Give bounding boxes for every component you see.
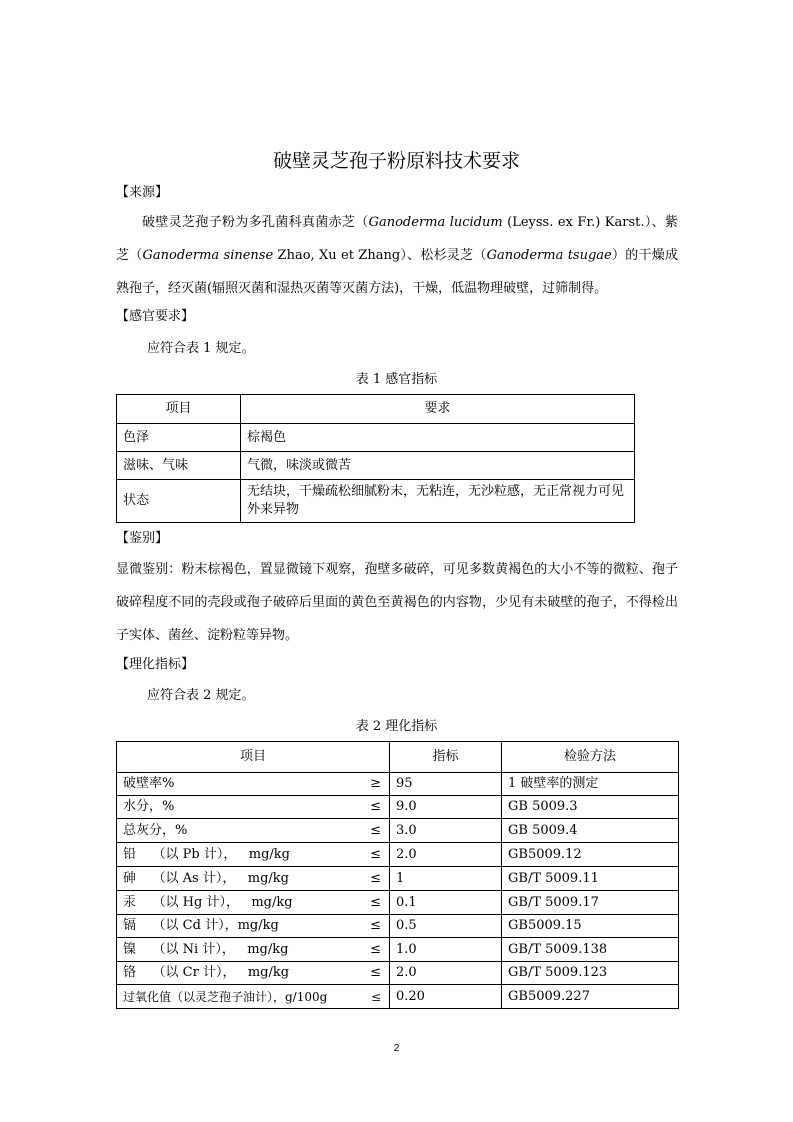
row-item: 镍 （以 Ni 计）， mg/kg ≤ [117, 938, 390, 962]
document-title: 破壁灵芝孢子粉原料技术要求 [272, 150, 520, 172]
row-item: 总灰分，% ≤ [117, 819, 390, 843]
table-row [117, 985, 679, 1009]
table-header-row [117, 395, 635, 424]
row-value: 2.0 [390, 843, 502, 867]
comparison-symbol: ≤ [370, 965, 381, 980]
identification-heading: 【鉴别】 [116, 531, 169, 546]
row-item: 汞 （以 Hg 计）， mg/kg ≤ [117, 891, 390, 915]
table-row [117, 962, 679, 985]
table-row [117, 891, 679, 915]
comparison-symbol: ≤ [370, 941, 381, 957]
comparison-symbol: ≤ [370, 822, 381, 838]
comparison-symbol: ≥ [370, 776, 381, 791]
sensory-note: 应符合表 1 规定。 [147, 341, 255, 356]
comparison-symbol: ≤ [370, 846, 381, 862]
table-row [117, 480, 635, 523]
row-method: GB/T 5009.138 [502, 938, 679, 962]
comparison-symbol: ≤ [370, 894, 381, 910]
table-row [117, 424, 635, 452]
row-value: 0.20 [390, 985, 502, 1009]
row-value: 0.1 [390, 891, 502, 915]
row-method: GB/T 5009.17 [502, 891, 679, 915]
row-item: 铬 （以 Cr 计）， mg/kg ≤ [117, 962, 390, 985]
comparison-symbol: ≤ [370, 989, 381, 1004]
table-row [117, 819, 679, 843]
physchem-table [116, 741, 679, 1009]
row-item: 砷 （以 As 计）， mg/kg ≤ [117, 867, 390, 891]
header-method: 检验方法 [502, 742, 679, 773]
table-header-row [117, 742, 679, 773]
row-value: 3.0 [390, 819, 502, 843]
row-method: GB 5009.4 [502, 819, 679, 843]
row-item: 镉 （以 Cd 计），mg/kg ≤ [117, 915, 390, 938]
physchem-note: 应符合表 2 规定。 [147, 688, 255, 703]
row-requirement: 棕褐色 [241, 424, 635, 452]
table2-caption: 表 2 理化指标 [355, 719, 438, 734]
physchem-heading: 【理化指标】 [116, 657, 195, 672]
row-item: 水分，% ≤ [117, 796, 390, 819]
table-row [117, 915, 679, 938]
row-method: GB 5009.3 [502, 796, 679, 819]
source-paragraph: 破壁灵芝孢子粉为多孔菌科真菌赤芝（Ganoderma lucidum (Leyss. ex Fr.) Karst.）、紫芝（Ganoderma sinense Zhao, Xu et Zhang）、松杉灵芝（Ganoderma tsugae）的干燥成熟孢子，经灭菌(辐照灭菌和湿热灭菌等灭菌方法)，干燥，低温物理破壁，过筛制得。 [116, 215, 678, 296]
row-value: 95 [390, 773, 502, 796]
identification-paragraph: 显微鉴别：粉末棕褐色，置显微镜下观察，孢壁多破碎，可见多数黄褐色的大小不等的微粒、孢子破碎程度不同的壳段或孢子破碎后里面的黄色至黄褐色的内容物，少见有未破壁的孢子，不得检出子实体、菌丝、淀粉粒等异物。 [116, 562, 678, 643]
comparison-symbol: ≤ [370, 799, 381, 814]
source-heading: 【来源】 [116, 185, 169, 200]
row-method: GB/T 5009.11 [502, 867, 679, 891]
row-method: GB5009.227 [502, 985, 679, 1009]
row-item: 过氧化值（以灵芝孢子油计），g/100g ≤ [117, 985, 390, 1009]
page-number: 2 [393, 1043, 400, 1054]
row-method: GB5009.15 [502, 915, 679, 938]
row-value: 2.0 [390, 962, 502, 985]
table-row [117, 867, 679, 891]
table-row [117, 773, 679, 796]
comparison-symbol: ≤ [370, 870, 381, 886]
sensory-table [116, 394, 635, 523]
header-item: 项目 [117, 742, 390, 773]
table-row [117, 796, 679, 819]
row-value: 1 [390, 867, 502, 891]
row-method: GB5009.12 [502, 843, 679, 867]
row-item: 色泽 [117, 424, 241, 452]
row-value: 0.5 [390, 915, 502, 938]
row-method: 1 破壁率的测定 [502, 773, 679, 796]
sensory-heading: 【感官要求】 [116, 309, 195, 324]
comparison-symbol: ≤ [370, 918, 381, 933]
row-value: 9.0 [390, 796, 502, 819]
table1-caption: 表 1 感官指标 [355, 372, 438, 387]
row-value: 1.0 [390, 938, 502, 962]
row-item: 破壁率% ≥ [117, 773, 390, 796]
row-item: 状态 [117, 480, 241, 523]
row-method: GB/T 5009.123 [502, 962, 679, 985]
header-item: 项目 [117, 395, 241, 424]
header-value: 指标 [390, 742, 502, 773]
row-requirement: 气微，味淡或微苦 [241, 452, 635, 480]
row-requirement: 无结块，干燥疏松细腻粉末，无粘连，无沙粒感，无正常视力可见外来异物 [241, 480, 635, 523]
row-item: 铅 （以 Pb 计）， mg/kg ≤ [117, 843, 390, 867]
table-row [117, 452, 635, 480]
row-item: 滋味、气味 [117, 452, 241, 480]
table-row [117, 843, 679, 867]
header-requirement: 要求 [241, 395, 635, 424]
table-row [117, 938, 679, 962]
